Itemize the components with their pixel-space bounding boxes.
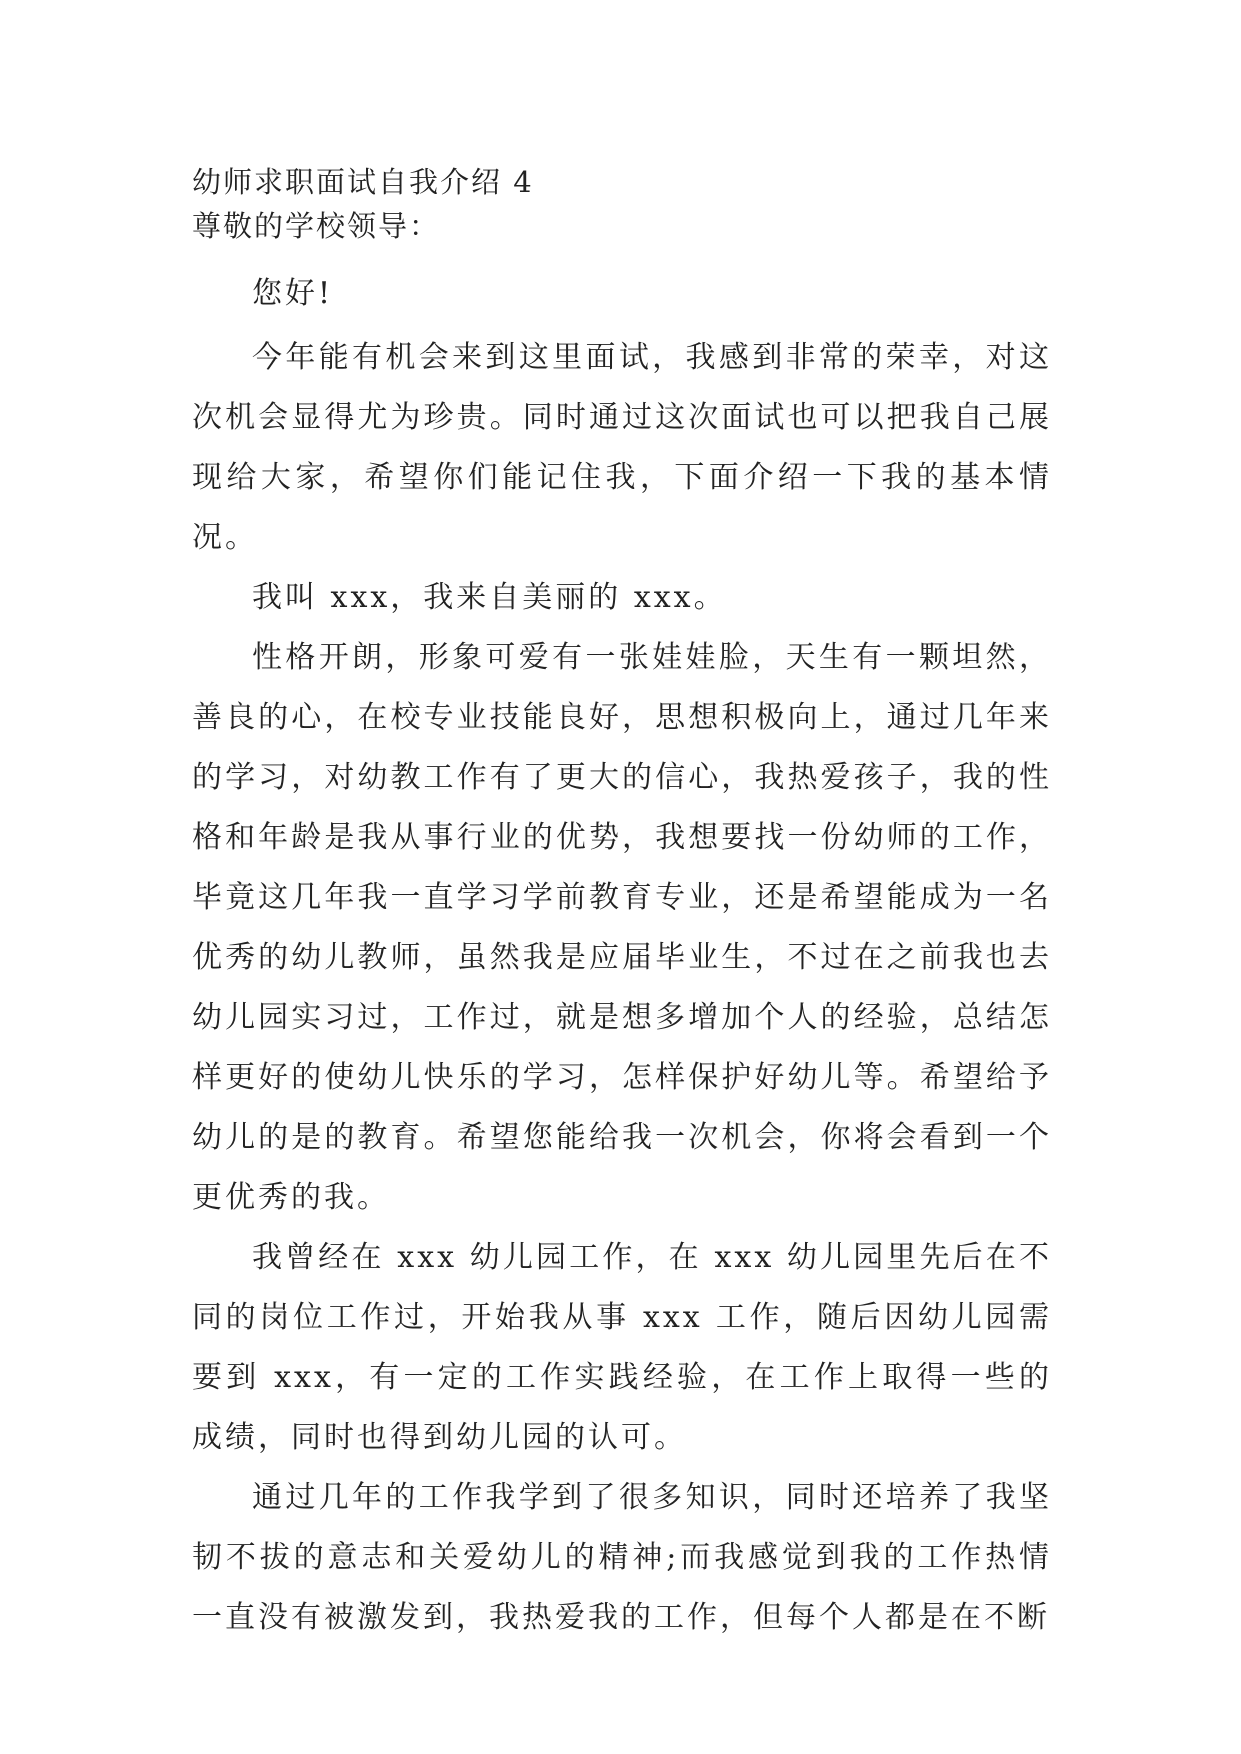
paragraph-3: 性格开朗，形象可爱有一张娃娃脸，天生有一颗坦然，善良的心，在校专业技能良好，思想积极向上，通过几年来的学习，对幼教工作有了更大的信心，我热爱孩子，我的性格和年龄是我从事行业的优势，我想要找一份幼师的工作，毕竟这几年我一直学习学前教育专业，还是希望能成为一名优秀的幼儿教师，虽然我是应届毕业生，不过在之前我也去幼儿园实习过，工作过，就是想多增加个人的经验，总结怎样更好的使幼儿快乐的学习，怎样保护好幼儿等。希望给予幼儿的是的教育。希望您能给我一次机会，你将会看到一个更优秀的我。 (192, 640, 1052, 1215)
document-page (192, 160, 1052, 1648)
paragraph-2: 我叫 xxx，我来自美丽的 xxx。 (252, 580, 727, 615)
salutation: 尊敬的学校领导： (192, 209, 441, 243)
document-title: 幼师求职面试自我介绍 4 (192, 165, 534, 199)
paragraph-4: 我曾经在 xxx 幼儿园工作，在 xxx 幼儿园里先后在不同的岗位工作过，开始我从事 xxx 工作，随后因幼儿园需要到 xxx，有一定的工作实践经验，在工作上取得一些的成绩，同时也得到幼儿园的认可。 (192, 1240, 1052, 1455)
paragraph-5: 通过几年的工作我学到了很多知识，同时还培养了我坚韧不拔的意志和关爱幼儿的精神;而我感觉到我的工作热情一直没有被激发到，我热爱我的工作，但每个人都是在不断 (192, 1480, 1052, 1635)
paragraph-1: 今年能有机会来到这里面试，我感到非常的荣幸，对这次机会显得尤为珍贵。同时通过这次面试也可以把我自己展现给大家，希望你们能记住我，下面介绍一下我的基本情况。 (192, 340, 1052, 555)
greeting: 您好! (252, 276, 334, 311)
